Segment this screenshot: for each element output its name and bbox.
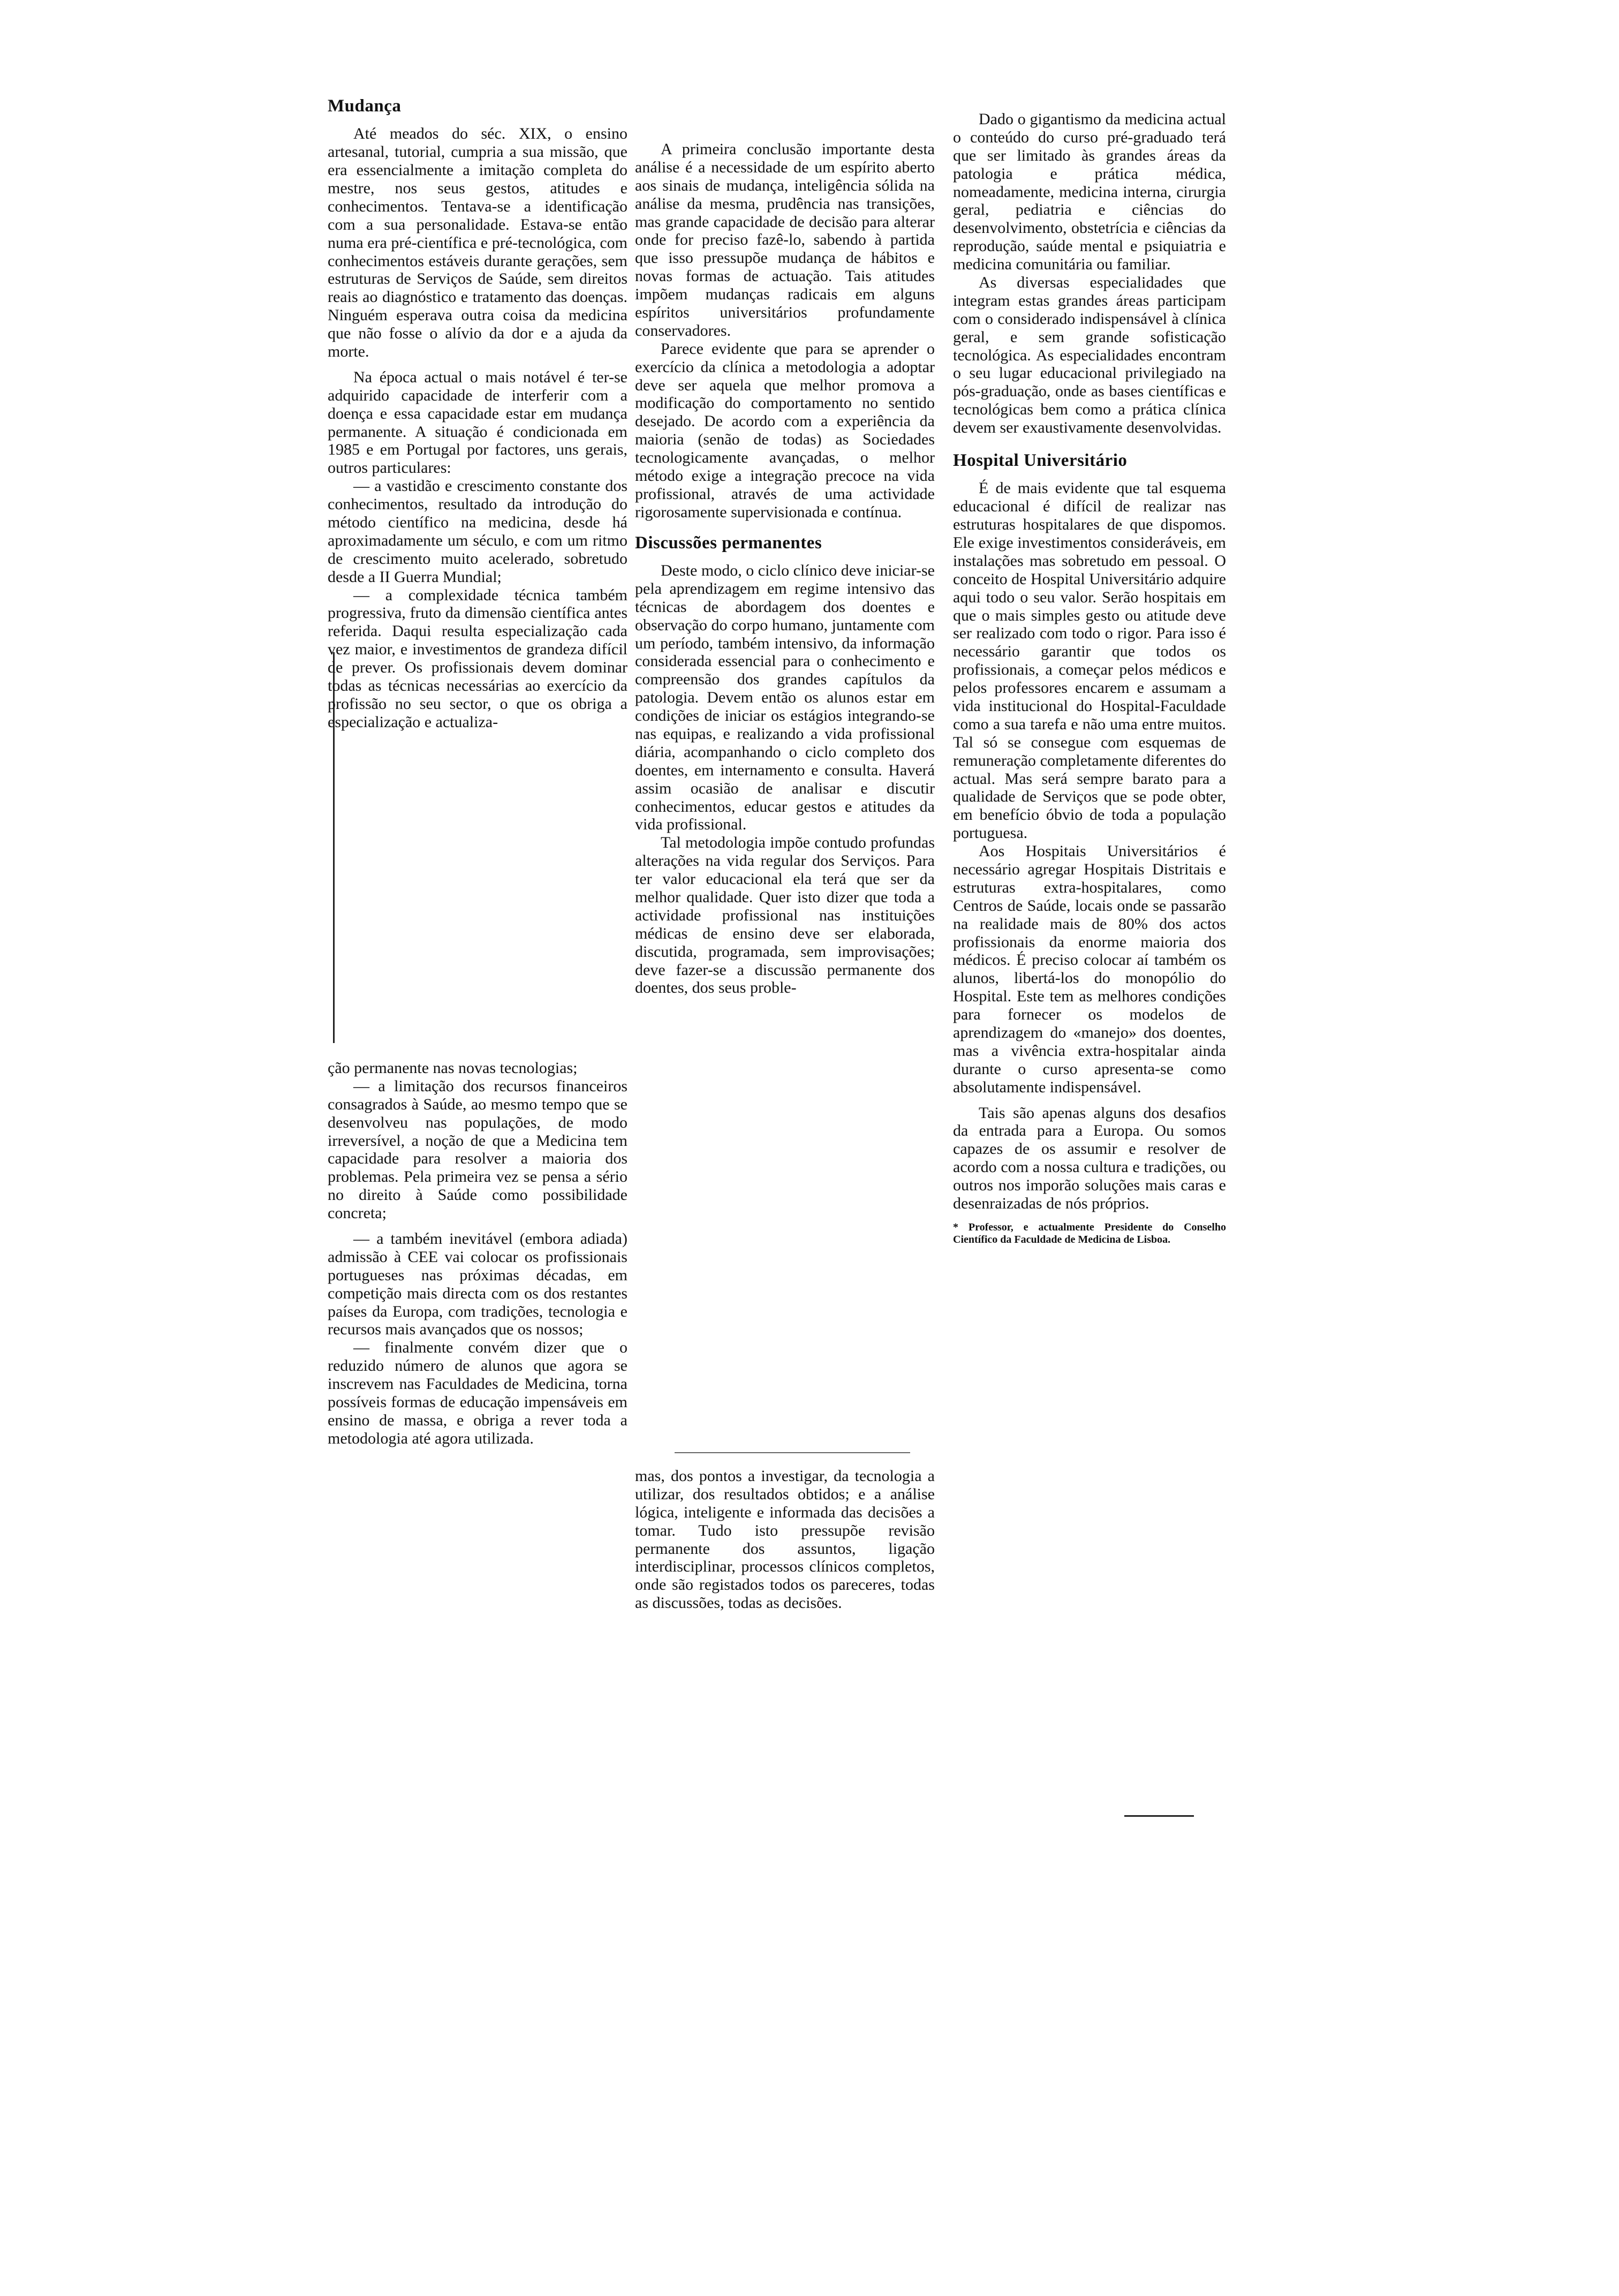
paragraph: Na época actual o mais notável é ter-se adquirido capacidade de interferir com a doença e essa capacidade estar em mudança permanente. A situação é condicionada em 1985 e em Portugal por factores, uns gerais, outros particulares: bbox=[328, 368, 627, 477]
list-item: — finalmente convém dizer que o reduzido número de alunos que agora se inscrevem nas Faculdades de Medicina, torna possíveis formas de educação impensáveis em ensino de massa, e obriga a rever toda a metodologia até agora utilizada. bbox=[328, 1339, 627, 1447]
paragraph: Aos Hospitais Universitários é necessário agregar Hospitais Distritais e estruturas extra-hospitalares, como Centros de Saúde, locais onde se passarão na realidade mais de 80% dos actos profissionais da enorme maioria dos médicos. É preciso colocar aí também os alunos, libertá-los do monopólio do Hospital. Este tem as melhores condições para fornecer os modelos de aprendizagem do «manejo» dos doentes, mas a vivência extra-hospitalar ainda durante o curso apresenta-se como absolutamente indispensável. bbox=[953, 842, 1226, 1096]
section-heading-hospital: Hospital Universitário bbox=[953, 451, 1128, 471]
paragraph: Tais são apenas alguns dos desafios da entrada para a Europa. Ou somos capazes de os assumir e resolver de acordo com a nossa cultura e tradições, ou outros nos imporão soluções mais caras e desenraizadas de nós próprios. bbox=[953, 1104, 1226, 1213]
section-heading-mudanca: Mudança bbox=[328, 96, 402, 116]
footnote-text: * Professor, e actualmente Presidente do Conselho Científico da Faculdade de Medicina de Lisboa. bbox=[953, 1221, 1226, 1245]
paragraph: ção permanente nas novas tecnologias; bbox=[328, 1059, 578, 1077]
paragraph: Dado o gigantismo da medicina actual o conteúdo do curso pré-graduado terá que ser limitado às grandes áreas da patologia e prática médica, nomeadamente, medicina interna, cirurgia geral, pediatria e ciências do desenvolvimento, obstetrícia e ciências da reprodução, saúde mental e psiquiatria e medicina comunitária ou familiar. bbox=[953, 110, 1226, 274]
paragraph: A primeira conclusão importante desta análise é a necessidade de um espírito aberto aos sinais de mudança, inteligência sólida na análise da mesma, prudência nas transições, mas grande capacidade de decisão para alterar onde for preciso fazê-lo, sabendo à partida que isso pressupõe mudança de hábitos e novas formas de actuação. Tais atitudes impõem mudanças radicais em alguns espíritos universitários profundamente conservadores. bbox=[635, 140, 935, 339]
column-2 bbox=[635, 140, 935, 997]
list-item: — a complexidade técnica também progressiva, fruto da dimensão científica antes referida. Daqui resulta especialização cada vez maior, e investimentos de grandeza difícil de prever. Os profissionais devem dominar todas as técnicas necessárias ao exercício da profissão no seu sector, o que os obriga a especialização e actualiza- bbox=[328, 586, 627, 731]
column-3 bbox=[953, 110, 1226, 1246]
paragraph: Parece evidente que para se aprender o exercício da clínica a metodologia a adoptar deve ser aquela que melhor promova a modificação do comportamento no sentido desejado. De acordo com a experiência da maioria (senão de todas) as Sociedades tecnologicamente avançadas, o melhor método exige a integração precoce na vida profissional, através de uma actividade rigorosamente supervisionada e contínua. bbox=[635, 339, 935, 521]
paragraph: Deste modo, o ciclo clínico deve iniciar-se pela aprendizagem em regime intensivo das técnicas de abordagem dos doentes e observação do corpo humano, juntamente com um período, também intensivo, da informação considerada essencial para o conhecimento e compreensão dos grandes capítulos da patologia. Devem então os alunos estar em condições de iniciar os estágios integrando-se nas equipas, e realizando a vida profissional diária, acompanhando o ciclo completo dos doentes, em internamento e consulta. Haverá assim ocasião de analisar e discutir conhecimentos, educar gestos e atitudes da vida profissional. bbox=[635, 561, 935, 834]
section-heading-discussoes: Discussões permanentes bbox=[635, 533, 822, 553]
author-footnote bbox=[953, 1221, 1226, 1246]
column-1 bbox=[328, 96, 627, 731]
column-1-continued bbox=[328, 1059, 627, 1448]
list-item: — a também inevitável (embora adiada) admissão à CEE vai colocar os profissionais portugueses nas próximas décadas, em competição mais directa com os dos restantes países da Europa, com tradições, tecnologia e recursos mais avançados que os nossos; bbox=[328, 1230, 627, 1339]
paragraph: As diversas especialidades que integram estas grandes áreas participam com o considerado indispensável à clínica geral, e sem grande sofisticação tecnológica. As especialidades encontram o seu lugar educacional privilegiado na pós-graduação, onde as bases científicas e tecnológicas bem como a prática clínica devem ser exaustivamente desenvolvidas. bbox=[953, 274, 1226, 437]
column-break-rule bbox=[675, 1452, 910, 1453]
list-item: — a limitação dos recursos financeiros consagrados à Saúde, ao mesmo tempo que se desenvolveu nas populações, de modo irreversível, a noção de que a Medicina tem capacidade para resolver a maioria dos problemas. Pela primeira vez se pensa a sério no direito à Saúde como possibilidade concreta; bbox=[328, 1077, 627, 1222]
paragraph: Tal metodologia impõe contudo profundas alterações na vida regular dos Serviços. Para ter valor educacional ela terá que ser da melhor qualidade. Quer isto dizer que toda a actividade profissional nas instituições médicas de ensino deve ser elaborada, discutida, programada, sem improvisações; deve fazer-se a discussão permanente dos doentes, dos seus proble- bbox=[635, 834, 935, 997]
column-2-continued bbox=[635, 1467, 935, 1612]
end-rule bbox=[1124, 1815, 1194, 1817]
paragraph: É de mais evidente que tal esquema educacional é difícil de realizar nas estruturas hospitalares de que dispomos. Ele exige investimentos consideráveis, em instalações mas sobretudo em pessoal. O conceito de Hospital Universitário adquire aqui todo o seu valor. Serão hospitais em que o mais simples gesto ou atitude deve ser realizado com todo o rigor. Para isso é necessário garantir que todos os profissionais, a começar pelos médicos e pelos professores encarem e assumam a vida institucional do Hospital-Faculdade como a sua tarefa e não uma entre muitos. Tal só se consegue com esquemas de remuneração completamente diferentes do actual. Mas será sempre barato para a qualidade de Serviços que se pode obter, em benefício óbvio de toda a população portuguesa. bbox=[953, 479, 1226, 842]
paragraph: Até meados do séc. XIX, o ensino artesanal, tutorial, cumpria a sua missão, que era essencialmente a imitação completa do mestre, nos seus gestos, atitudes e conhecimentos. Tentava-se a identificação com a sua personalidade. Estava-se então numa era pré-científica e pré-tecnológica, com conhecimentos estáveis durante gerações, sem estruturas de Serviços de Saúde, sem direitos reais ao diagnóstico e tratamento das doenças. Ninguém esperava outra coisa da medicina que não fosse o alívio da dor e a ajuda da morte. bbox=[328, 125, 627, 360]
paragraph: mas, dos pontos a investigar, da tecnologia a utilizar, dos resultados obtidos; e a análise lógica, inteligente e informada das decisões a tomar. Tudo isto pressupõe revisão permanente dos assuntos, ligação interdisciplinar, processos clínicos completos, onde são registados todos os pareceres, todas as discussões, todas as decisões. bbox=[635, 1467, 935, 1612]
list-item: — a vastidão e crescimento constante dos conhecimentos, resultado da introdução do método científico na medicina, desde há aproximadamente um século, e com um ritmo de crescimento muito acelerado, sobretudo desde a II Guerra Mundial; bbox=[328, 477, 627, 586]
